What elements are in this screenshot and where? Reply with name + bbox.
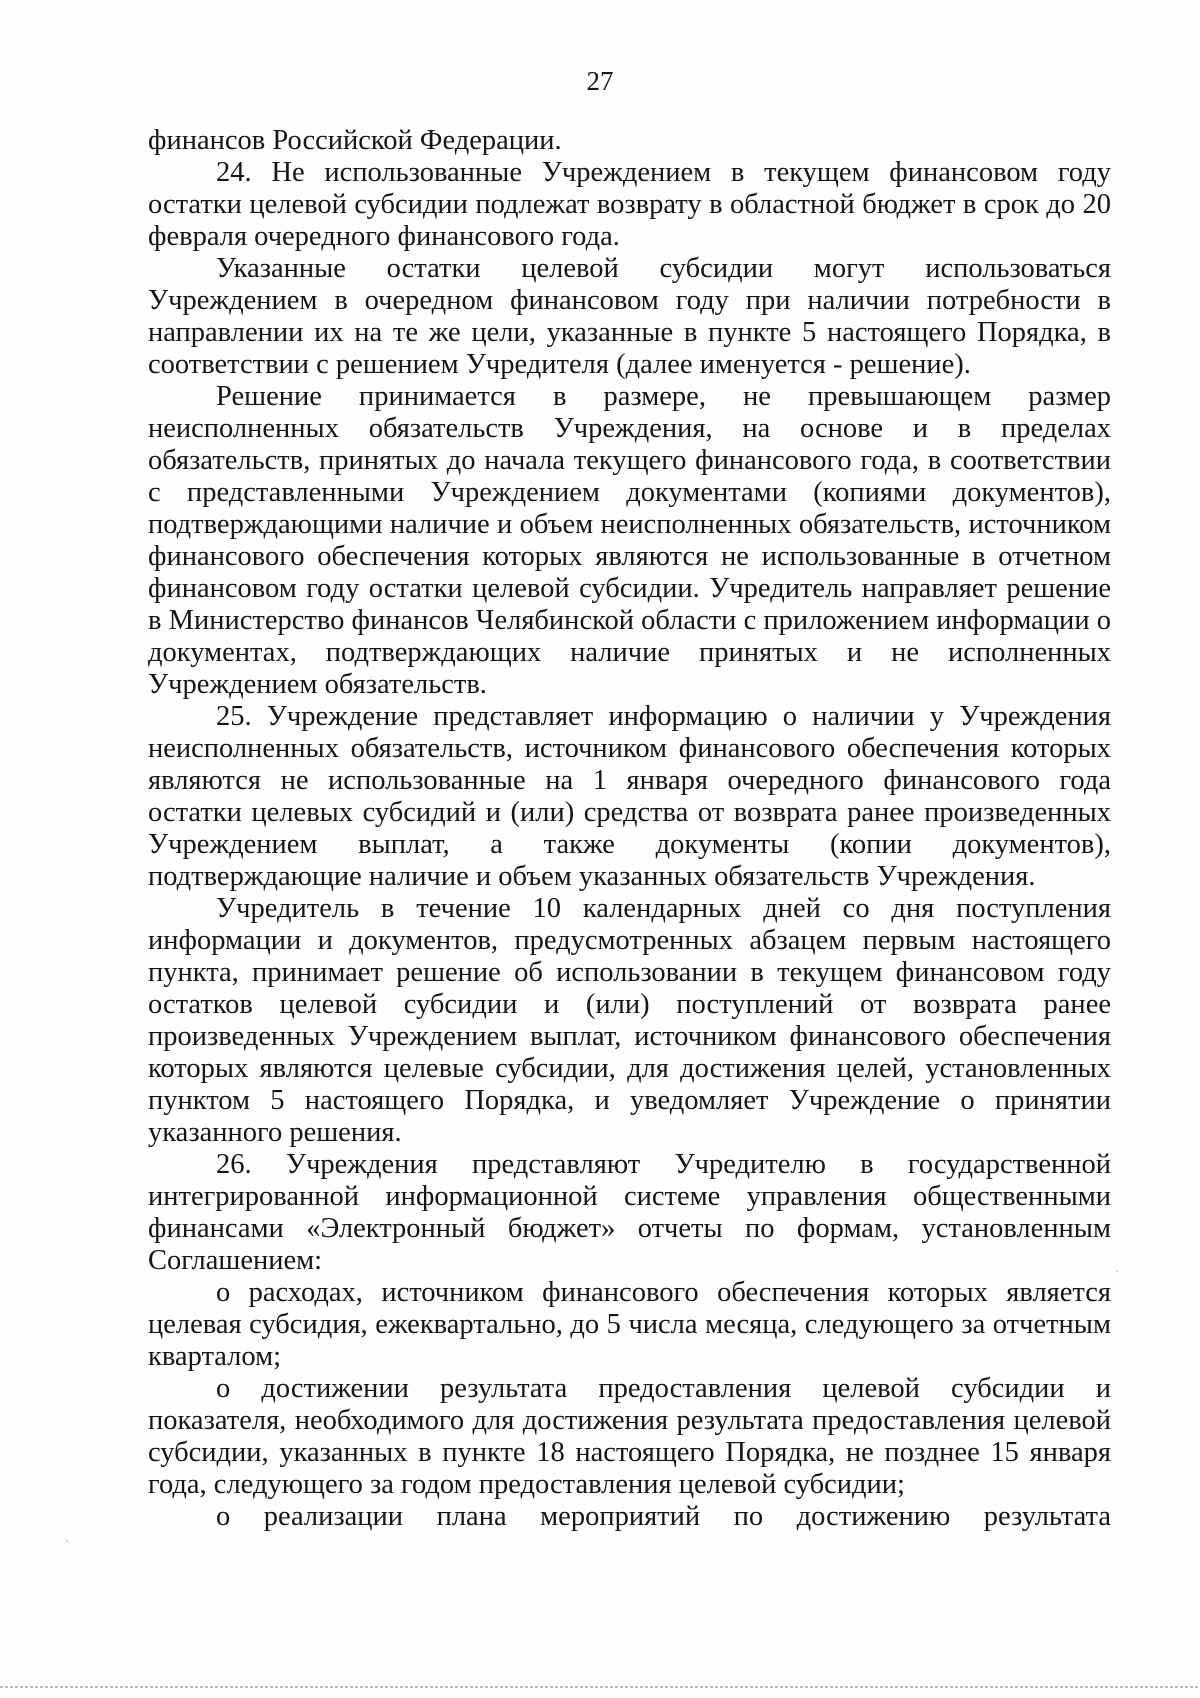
scan-speck	[1116, 1270, 1118, 1272]
paragraph-remaining-funds: Указанные остатки целевой субсидии могут использоваться Учреждением в очередном финансовом году при наличии потребности в направлении их на те же цели, указанные в пункте 5 настоящего Порядка, в соответствии с решением Учредителя (далее именуется - решение).	[148, 253, 1111, 380]
paragraph-continuation: финансов Российской Федерации.	[148, 125, 562, 156]
paragraph-item-24: 24. Не использованные Учреждением в текущем финансовом году остатки целевой субсидии подлежат возврату в областной бюджет в срок до 20 февраля очередного финансового года.	[148, 157, 1111, 252]
scan-edge-line	[0, 1686, 1200, 1688]
paragraph-results-report: о достижении результата предоставления целевой субсидии и показателя, необходимого для достижения результата предоставления целевой субсидии, указанных в пункте 18 настоящего Порядка, не позднее 15 января года, следующего за годом предоставления целевой субсидии;	[148, 1373, 1111, 1500]
paragraph-founder-decision: Учредитель в течение 10 календарных дней со дня поступления информации и документов, предусмотренных абзацем первым настоящего пункта, принимает решение об использовании в текущем финансовом году остатков целевой субсидии и (или) поступлений от возврата ранее произведенных Учреждением выплат, источником финансового обеспечения которых являются целевые субсидии, для достижения целей, установленных пунктом 5 настоящего Порядка, и уведомляет Учреждение о принятии указанного решения.	[148, 893, 1111, 1148]
paragraph-item-26: 26. Учреждения представляют Учредителю в государственной интегрированной информационной системе управления общественными финансами «Электронный бюджет» отчеты по формам, установленным Соглашением:	[148, 1149, 1111, 1276]
paragraph-expenses-report: о расходах, источником финансового обеспечения которых является целевая субсидия, ежеквартально, до 5 числа месяца, следующего за отчетным кварталом;	[148, 1277, 1111, 1372]
paragraph-item-25: 25. Учреждение представляет информацию о наличии у Учреждения неисполненных обязательств, источником финансового обеспечения которых являются не использованные на 1 января очередного финансового года остатки целевых субсидий и (или) средства от возврата ранее произведенных Учреждением выплат, а также документы (копии документов), подтверждающие наличие и объем указанных обязательств Учреждения.	[148, 701, 1111, 892]
paragraph-decision: Решение принимается в размере, не превышающем размер неисполненных обязательств Учреждения, на основе и в пределах обязательств, принятых до начала текущего финансового года, в соответствии с представленными Учреждением документами (копиями документов), подтверждающими наличие и объем неисполненных обязательств, источником финансового обеспечения которых являются не использованные в отчетном финансовом году остатки целевой субсидии. Учредитель направляет решение в Министерство финансов Челябинской области с приложением информации о документах, подтверждающих наличие принятых и не исполненных Учреждением обязательств.	[148, 381, 1111, 700]
page-number: 27	[586, 66, 614, 96]
scan-speck	[66, 1540, 68, 1542]
paragraph-plan-report: о реализации плана мероприятий по достижению результата	[216, 1501, 1111, 1532]
document-body	[148, 125, 1111, 1533]
